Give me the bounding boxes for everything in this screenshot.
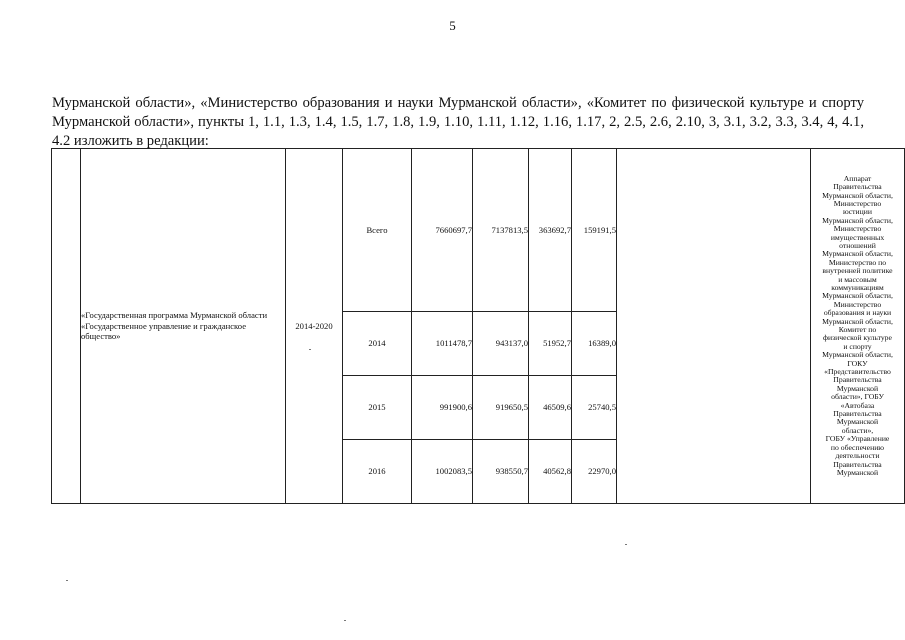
value-cell: 22970,0 (572, 440, 617, 504)
scan-speck (344, 620, 346, 621)
executor-line: Мурманской области, (822, 291, 893, 301)
executor-line: Мурманской (836, 467, 879, 477)
executors-cell (811, 149, 905, 504)
page-number: 5 (449, 18, 456, 33)
executor-line: имущественных (830, 232, 885, 242)
total-cell: 1002083,5 (412, 440, 473, 504)
value-cell: 40562,8 (529, 440, 572, 504)
row-label-cell: 2014 (343, 312, 412, 376)
executor-line: Аппарат (843, 173, 872, 183)
executor-line: по обеспечению (830, 442, 885, 452)
value-cell: 7137813,5 (473, 149, 529, 312)
scan-speck (66, 580, 68, 581)
executor-line: «Автобаза (840, 400, 875, 410)
executor-line: Министерство (833, 224, 882, 234)
value-cell: 363692,7 (529, 149, 572, 312)
table-row-total (52, 149, 905, 312)
executor-line: отношений (839, 240, 876, 250)
value-cell: 919650,5 (473, 376, 529, 440)
scan-speck (309, 349, 311, 350)
executor-line: Мурманской области, (822, 350, 893, 360)
executor-line: Мурманской (836, 383, 879, 393)
row-label-cell: 2016 (343, 440, 412, 504)
executor-line: Министерство (833, 198, 882, 208)
scan-speck (625, 544, 627, 545)
value-cell: 943137,0 (473, 312, 529, 376)
row-number-cell (52, 149, 81, 504)
value-cell: 25740,5 (572, 376, 617, 440)
value-cell: 46509,6 (529, 376, 572, 440)
executors-list (811, 175, 904, 478)
executor-line: ГОКУ (847, 358, 868, 368)
executor-line: Мурманской области, (822, 316, 893, 326)
value-cell: 51952,7 (529, 312, 572, 376)
executor-line: области», ГОБУ (831, 392, 884, 402)
period-cell: 2014-2020 (286, 149, 343, 504)
total-cell: 7660697,7 (412, 149, 473, 312)
executor-line: внутренней политике (822, 266, 893, 276)
executor-line: Правительства (833, 182, 882, 192)
total-cell: 1011478,7 (412, 312, 473, 376)
program-name-cell: «Государственная программа Мурманской области «Государственное управление и гражданское общество» (81, 149, 286, 504)
value-cell: 16389,0 (572, 312, 617, 376)
executor-line: образования и науки (823, 308, 892, 318)
empty-cell (617, 149, 811, 504)
executor-line: Комитет по (838, 325, 877, 334)
row-label-cell: Всего (343, 149, 412, 312)
executor-line: Министерство (833, 299, 882, 309)
executor-line: области», (841, 425, 874, 435)
executor-line: Правительства (833, 375, 882, 385)
executor-line: коммуникациям (831, 282, 884, 292)
intro-paragraph: Мурманской области», «Министерство образования и науки Мурманской области», «Комитет по физической культуре и спорту Мурманской области», пункты 1, 1.1, 1.3, 1.4, 1.5, 1.7, 1.8, 1.9, 1.10, 1.11, 1.12, 1.16, 1.17, 2, 2.5, 2.6, 2.10, 3, 3.1, 3.2, 3.3, 3.4, 4, 4.1, 4.2 изложить в редакции: (52, 95, 864, 149)
executor-line: и массовым (838, 274, 877, 284)
executor-line: Мурманской области, (822, 190, 893, 200)
executor-line: физической культуре (823, 333, 892, 343)
executor-line: Правительства (833, 459, 882, 469)
value-cell: 159191,5 (572, 149, 617, 312)
executor-line: Правительства (833, 409, 882, 419)
executor-line: и спорту (843, 341, 872, 351)
executor-line: Мурманской области, (822, 215, 893, 225)
executor-line: Министерство по (828, 257, 887, 267)
value-cell: 938550,7 (473, 440, 529, 504)
row-label-cell: 2015 (343, 376, 412, 440)
total-cell: 991900,6 (412, 376, 473, 440)
executor-line: Мурманской (836, 417, 879, 427)
budget-table (51, 148, 905, 504)
executor-line: юстиции (843, 207, 872, 217)
executor-line: «Представительство (824, 367, 891, 377)
executor-line: ГОБУ «Управление (825, 434, 890, 444)
executor-line: деятельности (835, 451, 880, 461)
executor-line: Мурманской области, (822, 249, 893, 259)
